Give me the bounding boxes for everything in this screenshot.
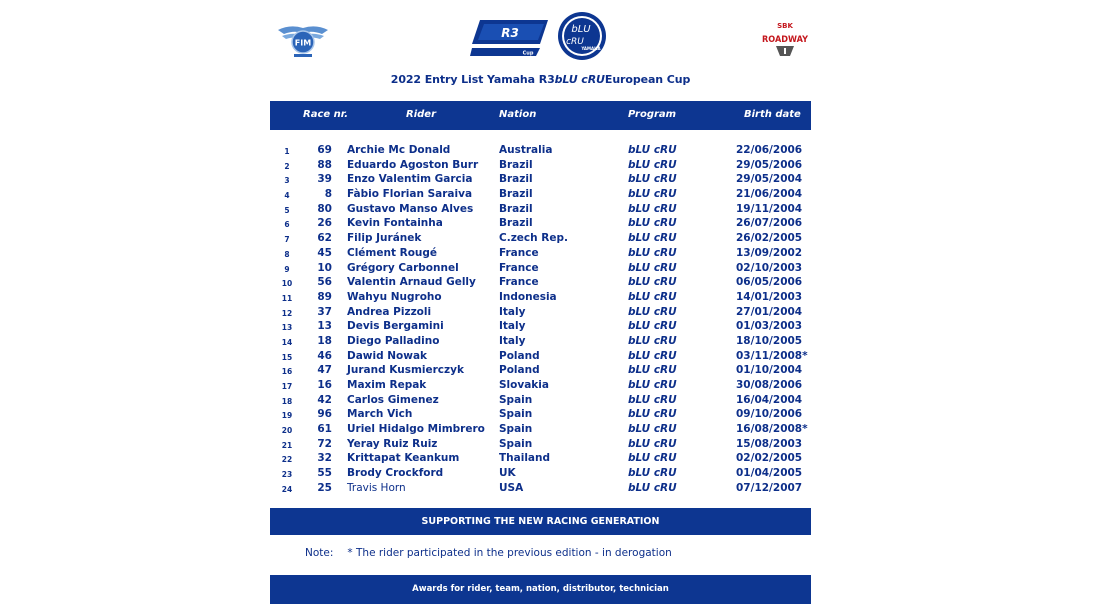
- birth-date: 19/11/2004: [736, 202, 803, 215]
- nation: UK: [499, 467, 516, 480]
- nation: Brazil: [499, 217, 533, 230]
- birth-date: 09/10/2006: [736, 408, 803, 421]
- race-number: 88: [317, 158, 332, 171]
- race-number: 37: [317, 305, 332, 318]
- row-index: 6: [284, 220, 290, 230]
- race-number: 32: [317, 452, 332, 465]
- row-index: 4: [284, 191, 290, 201]
- birth-date: 22/06/2006: [736, 144, 803, 156]
- sbk-roadway-logo-icon: [760, 20, 810, 60]
- nation: Australia: [499, 144, 553, 156]
- birth-date: 14/01/2003: [736, 290, 803, 303]
- logo-sbk-text: SBK: [777, 22, 793, 30]
- row-index: 11: [281, 293, 293, 303]
- race-number: 25: [317, 481, 332, 494]
- birth-date: 16/04/2004: [736, 393, 803, 406]
- program: bLU cRU: [628, 261, 677, 274]
- table-row: [270, 334, 811, 349]
- program: bLU cRU: [628, 202, 677, 215]
- row-index: 13: [281, 323, 293, 333]
- rider-name: Brody Crockford: [347, 467, 444, 480]
- rider-name: Yeray Ruiz Ruiz: [347, 437, 438, 450]
- title-brand: bLU cRU: [554, 73, 605, 86]
- row-index: 16: [281, 367, 293, 377]
- birth-date: 15/08/2003: [736, 437, 803, 450]
- birth-date: 16/08/2008*: [736, 423, 808, 436]
- table-row: [270, 290, 811, 305]
- race-number: 10: [317, 261, 332, 274]
- program: bLU cRU: [628, 305, 677, 318]
- row-index: 7: [284, 235, 290, 245]
- rider-name: Enzo Valentim Garcia: [347, 173, 473, 186]
- program: bLU cRU: [628, 349, 677, 362]
- program: bLU cRU: [628, 393, 677, 406]
- race-number: 62: [317, 232, 332, 245]
- nation: France: [499, 276, 539, 289]
- race-number: 56: [317, 276, 332, 289]
- row-index: 14: [281, 337, 293, 347]
- row-index: 10: [281, 279, 293, 289]
- row-index: 15: [281, 352, 293, 362]
- header-nation: Nation: [499, 109, 537, 120]
- logo-yamaha-text: YAMAHA: [581, 46, 601, 51]
- table-row: [270, 143, 811, 158]
- rider-name: Maxim Repak: [347, 379, 427, 391]
- race-number: 45: [317, 246, 332, 259]
- race-number: 72: [317, 437, 332, 450]
- table-row: [270, 422, 811, 437]
- program: bLU cRU: [628, 158, 677, 171]
- race-number: 18: [317, 334, 332, 347]
- table-row: [270, 275, 811, 290]
- rider-name: Filip Juránek: [347, 232, 422, 245]
- nation: Spain: [499, 437, 533, 450]
- nation: Brazil: [499, 188, 533, 201]
- birth-date: 07/12/2007: [736, 481, 803, 494]
- rider-name: Uriel Hidalgo Mimbrero: [347, 423, 485, 436]
- race-number: 55: [317, 467, 332, 480]
- birth-date: 26/07/2006: [736, 217, 803, 230]
- nation: Italy: [499, 334, 526, 347]
- program: bLU cRU: [628, 379, 677, 391]
- program: bLU cRU: [628, 320, 677, 333]
- table-header: [270, 101, 811, 130]
- note-text: * The rider participated in the previous edition - in derogation: [347, 547, 672, 559]
- program: bLU cRU: [628, 481, 677, 494]
- svg-text:FIM: FIM: [294, 38, 312, 48]
- program: bLU cRU: [628, 188, 677, 201]
- birth-date: 01/03/2003: [736, 320, 803, 333]
- row-index: 2: [284, 161, 290, 171]
- fim-logo-icon: [276, 20, 330, 60]
- nation: Brazil: [499, 202, 533, 215]
- row-index: 9: [284, 264, 290, 274]
- birth-date: 29/05/2006: [736, 158, 803, 171]
- header-rider: Rider: [406, 109, 436, 120]
- rider-name: Valentin Arnaud Gelly: [347, 276, 476, 289]
- race-number: 26: [317, 217, 332, 230]
- rider-name: Carlos Gimenez: [347, 393, 439, 406]
- birth-date: 26/02/2005: [736, 232, 803, 245]
- race-number: 61: [317, 423, 332, 436]
- birth-date: 01/04/2005: [736, 467, 803, 480]
- nation: France: [499, 246, 539, 259]
- birth-date: 01/10/2004: [736, 364, 803, 377]
- row-index: 24: [281, 484, 293, 494]
- row-index: 3: [284, 176, 290, 186]
- table-row: [270, 349, 811, 364]
- nation: Spain: [499, 423, 533, 436]
- nation: Indonesia: [499, 290, 557, 303]
- nation: Slovakia: [499, 379, 549, 391]
- program: bLU cRU: [628, 423, 677, 436]
- logo-cup-text: Cup: [522, 50, 534, 57]
- nation: C.zech Rep.: [499, 232, 568, 245]
- nation: Spain: [499, 393, 533, 406]
- rider-name: Grégory Carbonnel: [347, 261, 459, 274]
- title-suffix: European Cup: [604, 73, 691, 86]
- awards-banner: Awards for rider, team, nation, distributor, technician: [270, 575, 811, 604]
- race-number: 46: [317, 349, 332, 362]
- birth-date: 02/10/2003: [736, 261, 803, 274]
- row-index: 20: [281, 426, 293, 436]
- rider-name: Krittapat Keankum: [347, 452, 460, 465]
- program: bLU cRU: [628, 437, 677, 450]
- table-row: [270, 202, 811, 217]
- rider-name: Diego Palladino: [347, 334, 440, 347]
- header-race-nr: Race nr.: [303, 109, 349, 120]
- nation: Brazil: [499, 173, 533, 186]
- birth-date: 06/05/2006: [736, 276, 803, 289]
- program: bLU cRU: [628, 232, 677, 245]
- race-number: 8: [324, 188, 332, 201]
- r3-blu-cru-logo-icon: [470, 12, 615, 62]
- table-row: [270, 466, 811, 481]
- race-number: 13: [317, 320, 332, 333]
- rider-name: Fàbio Florian Saraiva: [347, 188, 473, 201]
- page-title: [270, 73, 811, 86]
- logo-roadway-text: ROADWAY: [762, 35, 809, 45]
- rider-name: Travis Horn: [347, 481, 406, 494]
- birth-date: 13/09/2002: [736, 246, 803, 259]
- row-index: 8: [284, 249, 290, 259]
- rider-name: Eduardo Agoston Burr: [347, 158, 479, 171]
- table-row: [270, 363, 811, 378]
- header-program: Program: [628, 109, 677, 120]
- title-prefix: 2022 Entry List Yamaha R3: [390, 73, 555, 86]
- row-index: 23: [281, 470, 293, 480]
- entry-table-body: [270, 143, 811, 496]
- program: bLU cRU: [628, 408, 677, 421]
- program: bLU cRU: [628, 246, 677, 259]
- rider-name: Andrea Pizzoli: [347, 305, 432, 318]
- table-row: [270, 216, 811, 231]
- nation: Spain: [499, 408, 533, 421]
- table-row: [270, 319, 811, 334]
- nation: Italy: [499, 320, 526, 333]
- birth-date: 21/06/2004: [736, 188, 803, 201]
- program: bLU cRU: [628, 452, 677, 465]
- table-row: [270, 481, 811, 496]
- table-row: [270, 261, 811, 276]
- table-row: [270, 172, 811, 187]
- row-index: 17: [281, 382, 293, 391]
- program: bLU cRU: [628, 217, 677, 230]
- rider-name: Dawid Nowak: [347, 349, 428, 362]
- rider-name: Archie Mc Donald: [347, 144, 451, 156]
- supporting-banner: SUPPORTING THE NEW RACING GENERATION: [270, 508, 811, 535]
- birth-date: 02/02/2005: [736, 452, 803, 465]
- table-row: [270, 451, 811, 466]
- header-birth-date: Birth date: [744, 109, 801, 120]
- race-number: 80: [317, 202, 332, 215]
- race-number: 42: [317, 393, 332, 406]
- table-row: [270, 305, 811, 320]
- table-row: [270, 246, 811, 261]
- birth-date: 29/05/2004: [736, 173, 803, 186]
- logo-r3-text: R3: [501, 26, 519, 40]
- birth-date: 30/08/2006: [736, 379, 803, 391]
- row-index: 5: [284, 205, 290, 215]
- row-index: 22: [281, 455, 293, 465]
- nation: USA: [499, 481, 524, 494]
- race-number: 16: [317, 379, 332, 391]
- program: bLU cRU: [628, 173, 677, 186]
- nation: Italy: [499, 305, 526, 318]
- rider-name: Jurand Kusmierczyk: [347, 364, 464, 377]
- nation: Thailand: [499, 452, 550, 465]
- race-number: 69: [317, 144, 332, 156]
- program: bLU cRU: [628, 290, 677, 303]
- table-row: [270, 437, 811, 452]
- table-row: [270, 393, 811, 408]
- row-index: 19: [281, 411, 293, 421]
- rider-name: Kevin Fontainha: [347, 217, 443, 230]
- rider-name: Gustavo Manso Alves: [347, 202, 474, 215]
- race-number: 39: [317, 173, 332, 186]
- rider-name: Wahyu Nugroho: [347, 290, 442, 303]
- rider-name: March Vich: [347, 408, 413, 421]
- rider-name: Clément Rougé: [347, 246, 438, 259]
- birth-date: 18/10/2005: [736, 334, 803, 347]
- program: bLU cRU: [628, 364, 677, 377]
- row-index: 1: [284, 147, 290, 156]
- row-index: 12: [281, 308, 293, 318]
- row-index: 18: [281, 396, 293, 406]
- table-row: [270, 378, 811, 393]
- rider-name: Devis Bergamini: [347, 320, 444, 333]
- logo-cru-text: cRU: [566, 37, 584, 47]
- logo-blu-text: bLU: [571, 24, 591, 35]
- birth-date: 03/11/2008*: [736, 349, 808, 362]
- program: bLU cRU: [628, 144, 677, 156]
- table-row: [270, 407, 811, 422]
- table-row: [270, 158, 811, 173]
- table-row: [270, 231, 811, 246]
- table-row: [270, 187, 811, 202]
- nation: Brazil: [499, 158, 533, 171]
- race-number: 96: [317, 408, 332, 421]
- nation: Poland: [499, 349, 540, 362]
- nation: Poland: [499, 364, 540, 377]
- footnote: [305, 547, 672, 559]
- nation: France: [499, 261, 539, 274]
- race-number: 89: [317, 290, 332, 303]
- birth-date: 27/01/2004: [736, 305, 803, 318]
- program: bLU cRU: [628, 334, 677, 347]
- program: bLU cRU: [628, 467, 677, 480]
- note-label: Note:: [305, 547, 334, 559]
- row-index: 21: [281, 440, 293, 450]
- race-number: 47: [317, 364, 332, 377]
- program: bLU cRU: [628, 276, 677, 289]
